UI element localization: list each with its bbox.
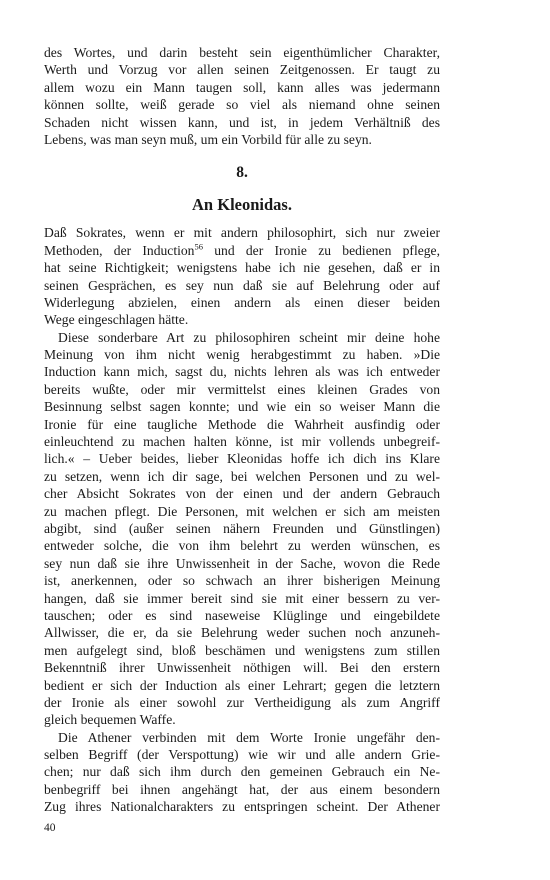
text-line: hangen, daß sie immer bereit sind sie mit einer bessern zu ver- bbox=[44, 590, 440, 606]
text-line: bereits wußte, oder mir vermittelst eines kleinen Grades von bbox=[44, 381, 440, 397]
text-line: bedient er sich der Induction als einer Lehrart; gegen die letztern bbox=[44, 677, 440, 693]
text-line: sey nun daß sie ihre Unwissenheit in der Sache, wovon die Rede bbox=[44, 555, 440, 571]
text-line: chen; nur daß sich ihm durch den gemeinen Gebrauch ein Ne- bbox=[44, 764, 440, 780]
text-line: selben Begriff (der Verspottung) wie wir und alle andern Grie- bbox=[44, 747, 440, 763]
paragraph-2 bbox=[44, 329, 440, 729]
text-line: zu machen pflegt. Die Personen, mit welchen er sich am meisten bbox=[44, 503, 440, 519]
text-line: zu setzen, wenn ich dir sage, bei welchen Personen und zu wel- bbox=[44, 468, 440, 484]
chapter-number: 8. bbox=[236, 164, 248, 182]
text-line: Ironie für eine taugliche Methode die Wahrheit ausfindig oder bbox=[44, 416, 440, 432]
text-line: tauschen; oder es sind naseweise Klüglinge und eingebildete bbox=[44, 607, 440, 623]
text-line: abgibt, sind (außer seinen nähern Freunden und Günstlingen) bbox=[44, 520, 440, 536]
text-line: Die Athener verbinden mit dem Worte Ironie ungefähr den- bbox=[58, 729, 440, 745]
text-line: Schaden nicht wissen kann, und ist, in jedem Verhältniß des bbox=[44, 114, 440, 130]
text-fragment: und der Ironie zu bedienen pflege, bbox=[202, 242, 440, 258]
text-line: benbegriff bei ihnen angehängt hat, der aus einem besondern bbox=[44, 781, 440, 797]
text-line: der Ironie als einer sowohl zur Vertheidigung als zum Angriff bbox=[44, 694, 440, 710]
text-line: Werth und Vorzug vor allen seinen Zeitgenossen. Er taugt zu bbox=[44, 62, 440, 78]
text-line: entweder solche, die von ihm belehrt zu werden wünschen, es bbox=[44, 538, 440, 554]
text-line: gleich bequemen Waffe. bbox=[44, 712, 176, 728]
text-line: Allwisser, die er, da sie Belehrung weder suchen noch anzuneh- bbox=[44, 625, 440, 641]
paragraph-3 bbox=[44, 729, 440, 816]
page-body bbox=[44, 44, 440, 816]
page-number: 40 bbox=[44, 822, 56, 834]
text-line: Diese sonderbare Art zu philosophiren scheint mir deine hohe bbox=[58, 329, 440, 345]
text-line: Daß Sokrates, wenn er mit andern philosophirt, sich nur zweier bbox=[44, 225, 440, 241]
text-line: hat seine Richtigkeit; wenigstens habe ich nie gesehen, daß er in bbox=[44, 260, 440, 276]
text-line: einleuchtend zu machen halten könne, ist mir vollends unbegreif- bbox=[44, 434, 440, 450]
text-line: Widerlegung abzielen, einen andern als einen dieser beiden bbox=[44, 294, 440, 310]
text-line: allem wozu ein Mann taugen soll, kann alles was jedermann bbox=[44, 79, 440, 95]
text-line: Lebens, was man seyn muß, um ein Vorbild für alle zu seyn. bbox=[44, 131, 372, 147]
text-line: Induction kann mich, sagst du, nichts lehren als was ich entweder bbox=[44, 364, 440, 380]
chapter-title: An Kleonidas. bbox=[192, 195, 292, 215]
text-line: Zug ihres Nationalcharakters zu entspringen scheint. Der Athener bbox=[44, 799, 440, 815]
text-line: Meinung von ihm nicht wenig herabgestimmt zu haben. »Die bbox=[44, 347, 440, 363]
text-fragment: Methoden, der Induction bbox=[44, 242, 195, 258]
paragraph-1 bbox=[44, 224, 440, 328]
text-line: des Wortes, und darin besteht sein eigenthümlicher Charakter, bbox=[44, 45, 440, 60]
text-line: men aufgelegt sind, bloß beschämen und wenigstens zum stillen bbox=[44, 642, 440, 658]
footnote-reference[interactable]: 56 bbox=[194, 241, 203, 252]
text-line: Besinnung selbst sagen konnte; und wie ein so weiser Mann die bbox=[44, 399, 440, 415]
paragraph-continuation bbox=[44, 44, 440, 148]
text-line: ist, anerkennen, oder so schwach an ihrer bisherigen Meinung bbox=[44, 573, 440, 589]
text-line: seinen Gesprächen, es sey nun daß sie auf Belehrung oder auf bbox=[44, 277, 440, 293]
text-line: cher Absicht Sokrates von der einen und der andern Gebrauch bbox=[44, 486, 440, 502]
text-line: können sollte, weiß gerade so viel als niemand ohne seinen bbox=[44, 97, 440, 113]
text-line bbox=[44, 242, 440, 259]
text-line: Bekenntniß ihrer Unwissenheit nöthigen will. Bei den erstern bbox=[44, 660, 440, 676]
text-line: Wege eingeschlagen hätte. bbox=[44, 312, 189, 328]
text-line: lich.« – Ueber beides, lieber Kleonidas hoffe ich dich ins Klare bbox=[44, 451, 440, 467]
